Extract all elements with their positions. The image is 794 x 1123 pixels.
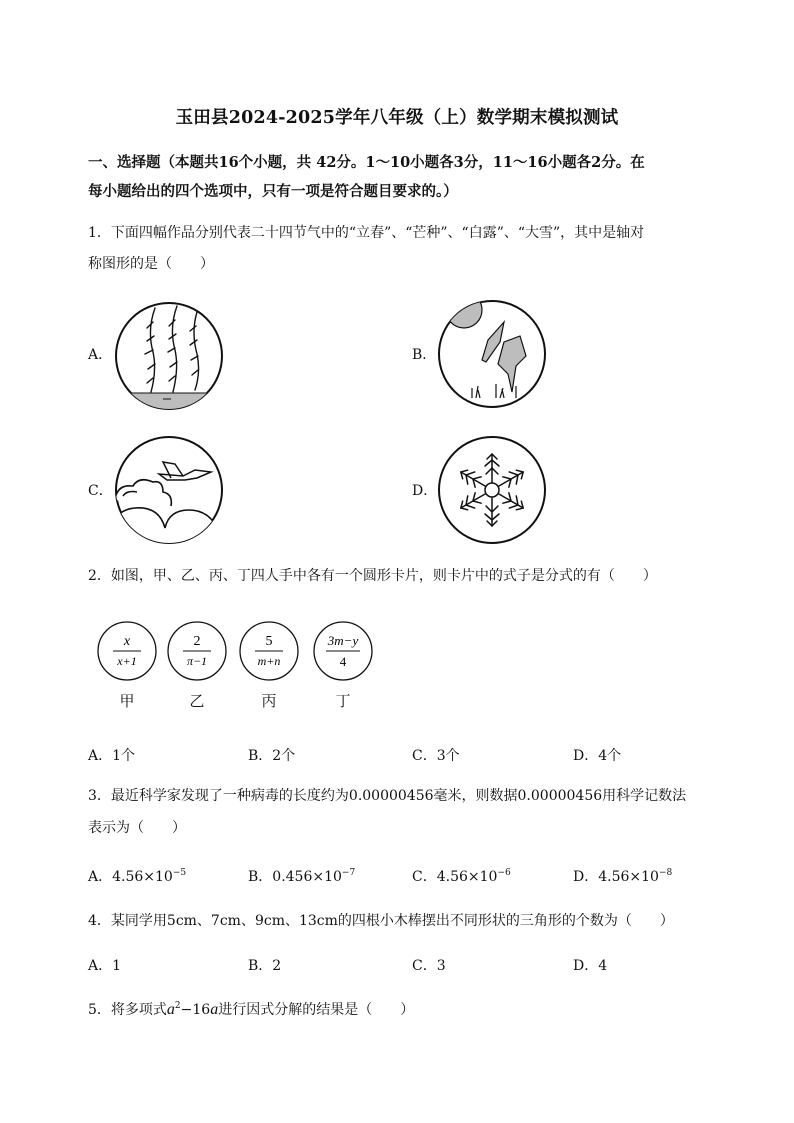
q4-option-c[interactable]: C．3	[412, 958, 446, 974]
card-label-bing: 丙	[261, 692, 277, 710]
card-jia	[96, 620, 158, 686]
q5-stem: 5．将多项式$a^2-16a$进行因式分解的结果是（ ）	[88, 1001, 415, 1018]
card-yi	[166, 620, 228, 686]
q3-option-c[interactable]: C．$4.56\times 10^{-6}$	[412, 868, 511, 885]
q4-option-d[interactable]: D．4	[573, 958, 608, 974]
card-yi-denominator: π−1	[186, 654, 208, 668]
section-heading-line2: 每小题给出的四个选项中，只有一项是符合题目要求的。）	[88, 183, 458, 200]
grain-in-ear-icon[interactable]	[436, 298, 548, 410]
q2-option-c[interactable]: C．3个	[412, 748, 460, 764]
card-jia-numerator: x	[123, 634, 131, 649]
q1-stem-line1: 1．下面四幅作品分别代表二十四节气中的“立春”、“芒种”、“白露”、“大雪”，其中是轴对	[88, 225, 645, 241]
card-ding-denominator: 4	[339, 654, 347, 669]
q2-stem: 2．如图，甲、乙、丙、丁四人手中各有一个圆形卡片，则卡片中的式子是分式的有（ ）	[88, 568, 657, 584]
q1-option-b-label[interactable]: B．	[412, 347, 437, 363]
card-label-jia: 甲	[119, 692, 135, 710]
q1-option-c-label[interactable]: C．	[88, 483, 113, 499]
card-yi-numerator: 2	[193, 634, 201, 649]
card-bing-denominator: m+n	[257, 654, 281, 668]
card-label-ding: 丁	[335, 692, 351, 710]
q3-stem-line2: 表示为（ ）	[88, 820, 186, 836]
card-label-yi: 乙	[189, 692, 205, 710]
card-bing	[238, 620, 300, 686]
q3-stem-line1: 3．最近科学家发现了一种病毒的长度约为0.00000456毫米，则数据0.00000456用科学记数法	[88, 788, 687, 804]
q1-option-d-label[interactable]: D．	[412, 483, 438, 499]
q2-option-b[interactable]: B．2个	[248, 748, 296, 764]
card-jia-denominator: x+1	[117, 654, 137, 668]
white-dew-bird-icon[interactable]	[113, 434, 225, 546]
q3-option-a[interactable]: A．$4.56\times 10^{-5}$	[88, 868, 187, 885]
q4-stem: 4．某同学用5cm、7cm、9cm、13cm的四根小木棒摆出不同形状的三角形的个数为（ ）	[88, 913, 674, 929]
q2-option-a[interactable]: A．1个	[88, 748, 136, 764]
card-ding-numerator: 3m−y	[327, 633, 359, 648]
card-bing-numerator: 5	[265, 634, 273, 649]
card-ding	[312, 620, 374, 686]
q4-option-b[interactable]: B．2	[248, 958, 282, 974]
q2-option-d[interactable]: D．4个	[573, 748, 622, 764]
section-heading-line1: 一、选择题（本题共16个小题，共 42分。1～10小题各3分，11～16小题各2分。在	[88, 154, 645, 171]
q3-option-b[interactable]: B．$0.456\times 10^{-7}$	[248, 868, 356, 885]
willow-spring-icon[interactable]	[113, 300, 225, 412]
q3-option-d[interactable]: D．$4.56\times 10^{-8}$	[573, 868, 673, 885]
q4-option-a[interactable]: A．1	[88, 958, 122, 974]
snowflake-icon[interactable]	[436, 434, 548, 546]
page-title: 玉田县2024-2025学年八年级（上）数学期末模拟测试	[175, 108, 619, 128]
q1-stem-line2: 称图形的是（ ）	[88, 256, 214, 272]
q1-option-a-label[interactable]: A．	[88, 347, 113, 363]
